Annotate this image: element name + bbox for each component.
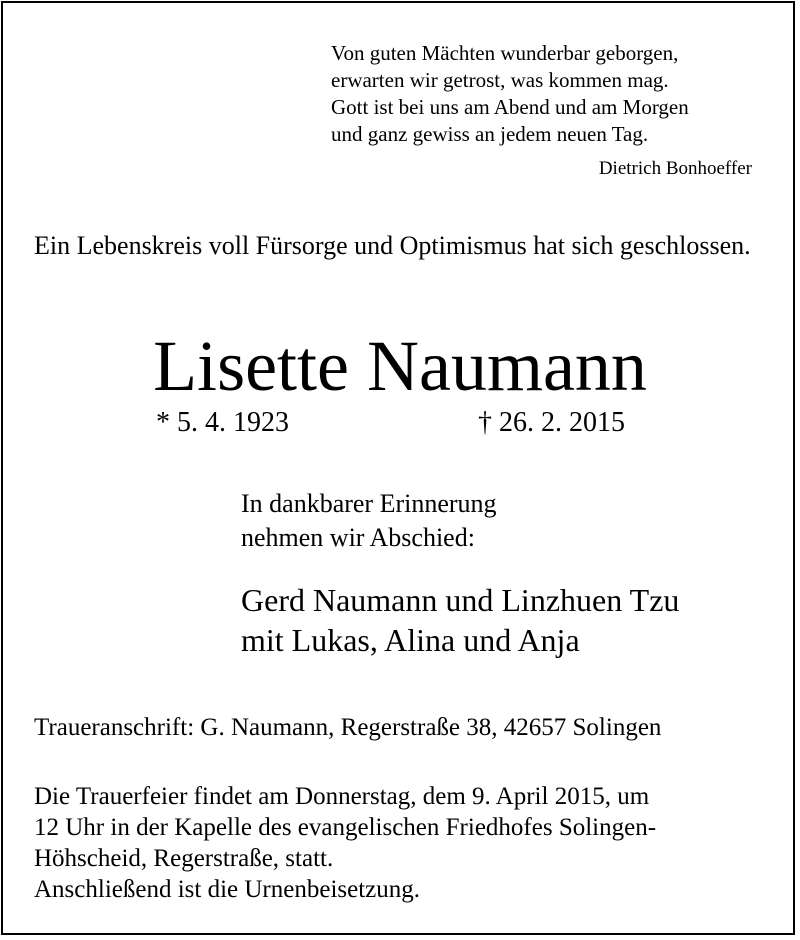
poem-line: und ganz gewiss an jedem neuen Tag. — [331, 122, 649, 146]
family-line: mit Lukas, Alina und Anja — [241, 622, 580, 658]
poem-line: Von guten Mächten wunderbar geborgen, — [331, 41, 679, 65]
poem-line: Gott ist bei uns am Abend und am Morgen — [331, 95, 689, 119]
farewell-line: nehmen wir Abschied: — [241, 523, 475, 552]
poem-line: erwarten wir getrost, was kommen mag. — [331, 68, 669, 92]
family-line: Gerd Naumann und Linzhuen Tzu — [241, 582, 680, 618]
mourning-address: Traueranschrift: G. Naumann, Regerstraße 38, 42657 Solingen — [34, 714, 662, 741]
family-names — [241, 580, 679, 660]
intro-text: Ein Lebenskreis voll Fürsorge und Optimismus hat sich geschlossen. — [34, 231, 751, 260]
farewell-line: In dankbarer Erinnerung — [241, 489, 497, 518]
service-line: Anschließend ist die Urnenbeisetzung. — [34, 876, 421, 903]
deceased-name: Lisette Naumann — [153, 326, 647, 406]
farewell-text — [241, 487, 497, 555]
service-line: Die Trauerfeier findet am Donnerstag, dem 9. April 2015, um — [34, 783, 650, 810]
death-date: † 26. 2. 2015 — [478, 407, 625, 438]
birth-date: * 5. 4. 1923 — [156, 407, 289, 438]
poem-author: Dietrich Bonhoeffer — [598, 158, 752, 179]
funeral-service-info — [34, 781, 656, 905]
service-line: 12 Uhr in der Kapelle des evangelischen Friedhofes Solingen- — [34, 814, 657, 841]
service-line: Höhscheid, Regerstraße, statt. — [34, 845, 334, 872]
poem-quote — [331, 40, 771, 148]
